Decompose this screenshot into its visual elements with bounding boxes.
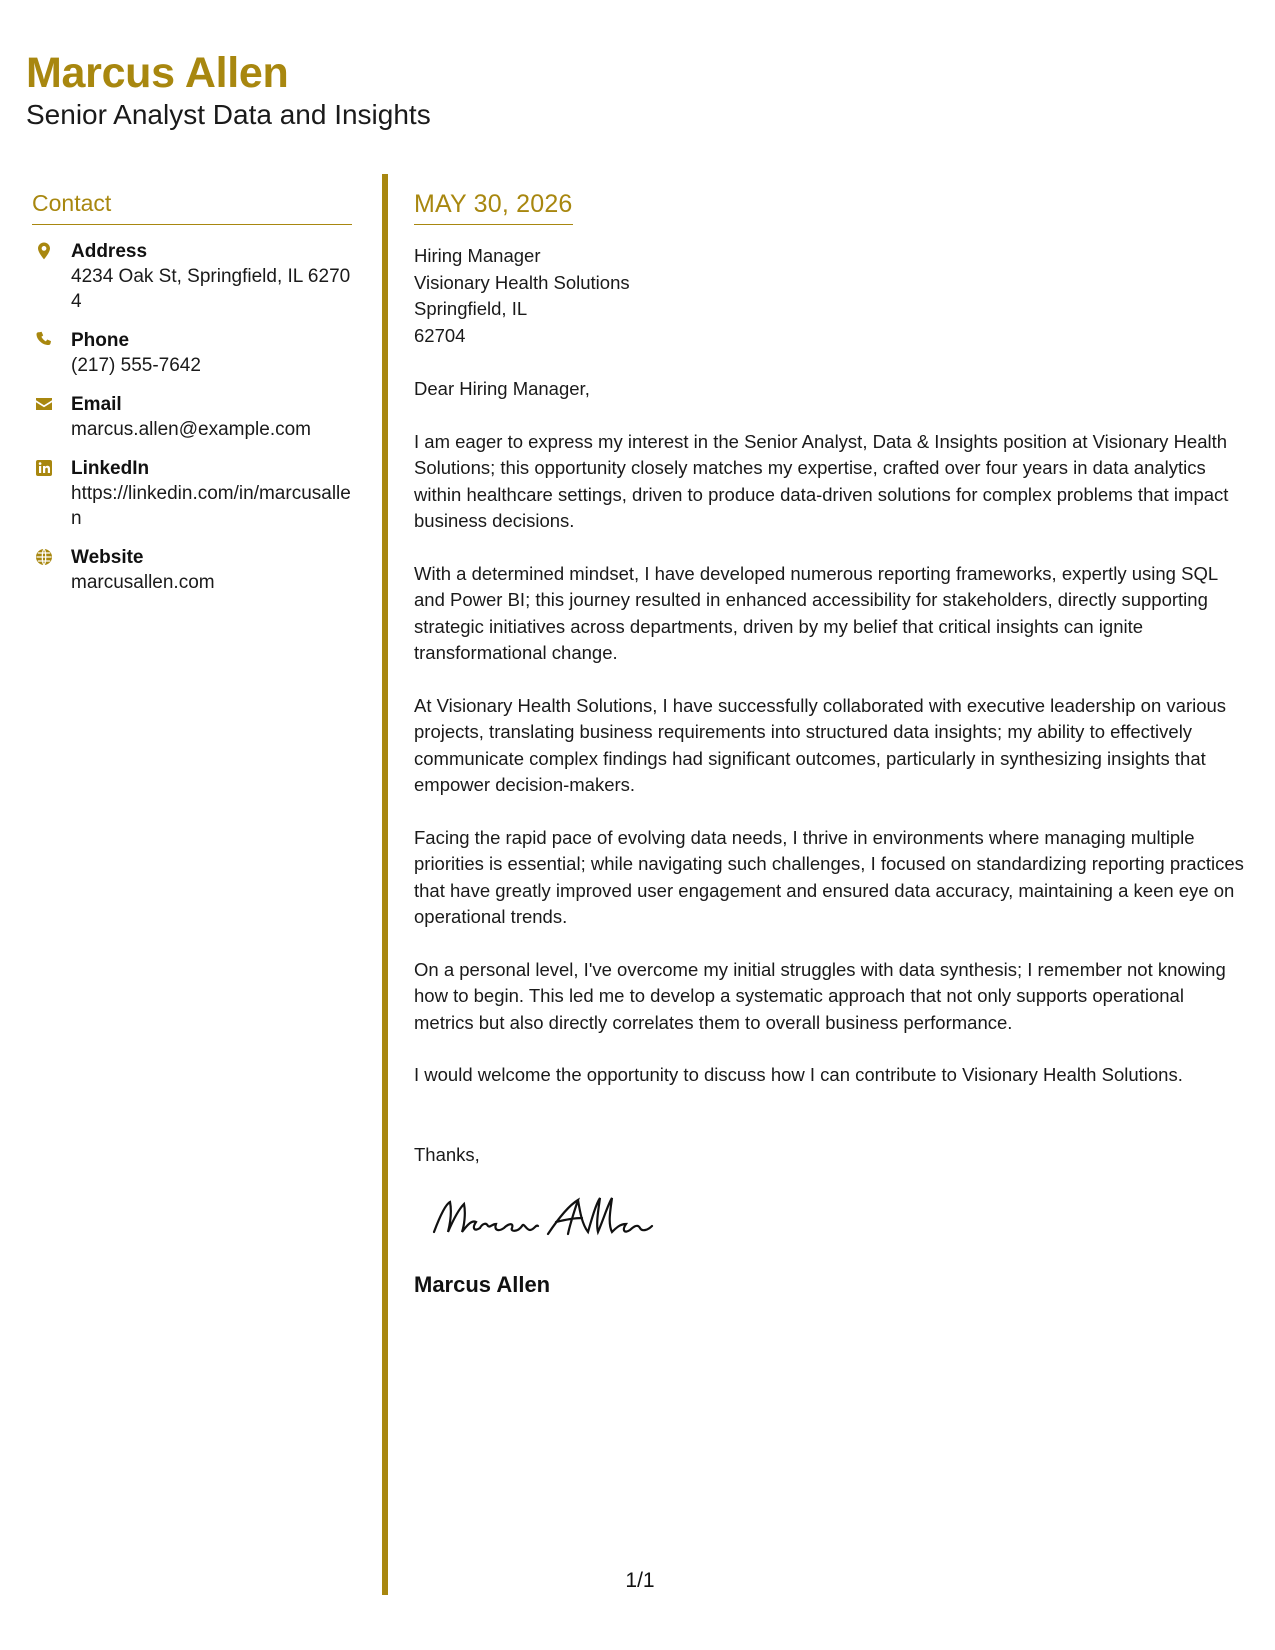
linkedin-icon <box>34 458 54 478</box>
contact-value: 4234 Oak St, Springfield, IL 62704 <box>71 266 351 312</box>
letter-paragraph: I would welcome the opportunity to discuss how I can contribute to Visionary Health Solutions. <box>414 1064 1183 1085</box>
letter-paragraph: With a determined mindset, I have developed numerous reporting frameworks, expertly using SQL and Power BI; this journey resulted in enhanced accessibility for stakeholders, directly supporting strategic initiatives across departments, driven by my belief that critical insights can ignite transformational change. <box>414 562 1218 663</box>
letter-header <box>26 48 431 132</box>
map-pin-icon <box>34 241 54 261</box>
contact-label: Phone <box>71 330 130 351</box>
contact-heading: Contact <box>32 188 352 225</box>
contact-value[interactable]: marcus.allen@example.com <box>71 419 311 440</box>
phone-icon <box>34 330 54 350</box>
recipient-line: 62704 <box>414 324 466 346</box>
letter-paragraph: On a personal level, I've overcome my initial struggles with data synthesis; I remember not knowing how to begin. This led me to develop a systematic approach that not only supports operational metrics but also directly correlates them to overall business performance. <box>414 958 1226 1033</box>
handwritten-signature <box>428 1188 668 1248</box>
envelope-icon <box>34 394 54 414</box>
signer-name: Marcus Allen <box>414 1272 551 1297</box>
contact-value[interactable]: marcusallen.com <box>71 572 215 593</box>
recipient-block <box>414 243 1244 349</box>
column-divider <box>382 174 388 1595</box>
letter-date: MAY 30, 2026 <box>414 188 573 225</box>
salutation: Dear Hiring Manager, <box>414 378 590 399</box>
globe-icon <box>34 547 54 567</box>
applicant-title: Senior Analyst Data and Insights <box>26 99 431 130</box>
recipient-line: Hiring Manager <box>414 245 541 266</box>
letter-paragraph: Facing the rapid pace of evolving data needs, I thrive in environments where managing multiple priorities is essential; while navigating such challenges, I focused on standardizing reporting practices that have greatly improved user engagement and ensured data accuracy, maintaining a keen eye on operational trends. <box>414 826 1244 927</box>
contact-phone <box>32 328 352 378</box>
applicant-name: Marcus Allen <box>26 49 289 97</box>
contact-address <box>32 239 352 314</box>
recipient-line: Visionary Health Solutions <box>414 271 630 293</box>
letter-paragraph: I am eager to express my interest in the Senior Analyst, Data & Insights position at Visionary Health Solutions; this opportunity closely matches my expertise, crafted over four years in data analytics within healthcare settings, driven to produce data-driven solutions for complex problems that impact business decisions. <box>414 430 1229 531</box>
contact-website <box>32 545 352 595</box>
contact-label: Address <box>71 241 148 262</box>
contact-value[interactable]: https://linkedin.com/in/marcusallen <box>71 483 351 529</box>
closing: Thanks, <box>414 1143 480 1165</box>
letter-paragraph: At Visionary Health Solutions, I have successfully collaborated with executive leadership on various projects, translating business requirements into structured data insights; my ability to effectively communicate complex findings had significant outcomes, particularly in synthesizing insights that empower decision-makers. <box>414 694 1227 795</box>
contact-sidebar <box>32 188 352 595</box>
recipient-line: Springfield, IL <box>414 298 528 319</box>
page-number: 1/1 <box>625 1569 655 1592</box>
contact-email <box>32 392 352 442</box>
contact-linkedin <box>32 456 352 531</box>
letter-body <box>414 188 1244 1299</box>
contact-label: LinkedIn <box>71 458 150 479</box>
contact-label: Website <box>71 547 144 568</box>
contact-value: (217) 555-7642 <box>71 355 201 376</box>
contact-label: Email <box>71 394 122 415</box>
